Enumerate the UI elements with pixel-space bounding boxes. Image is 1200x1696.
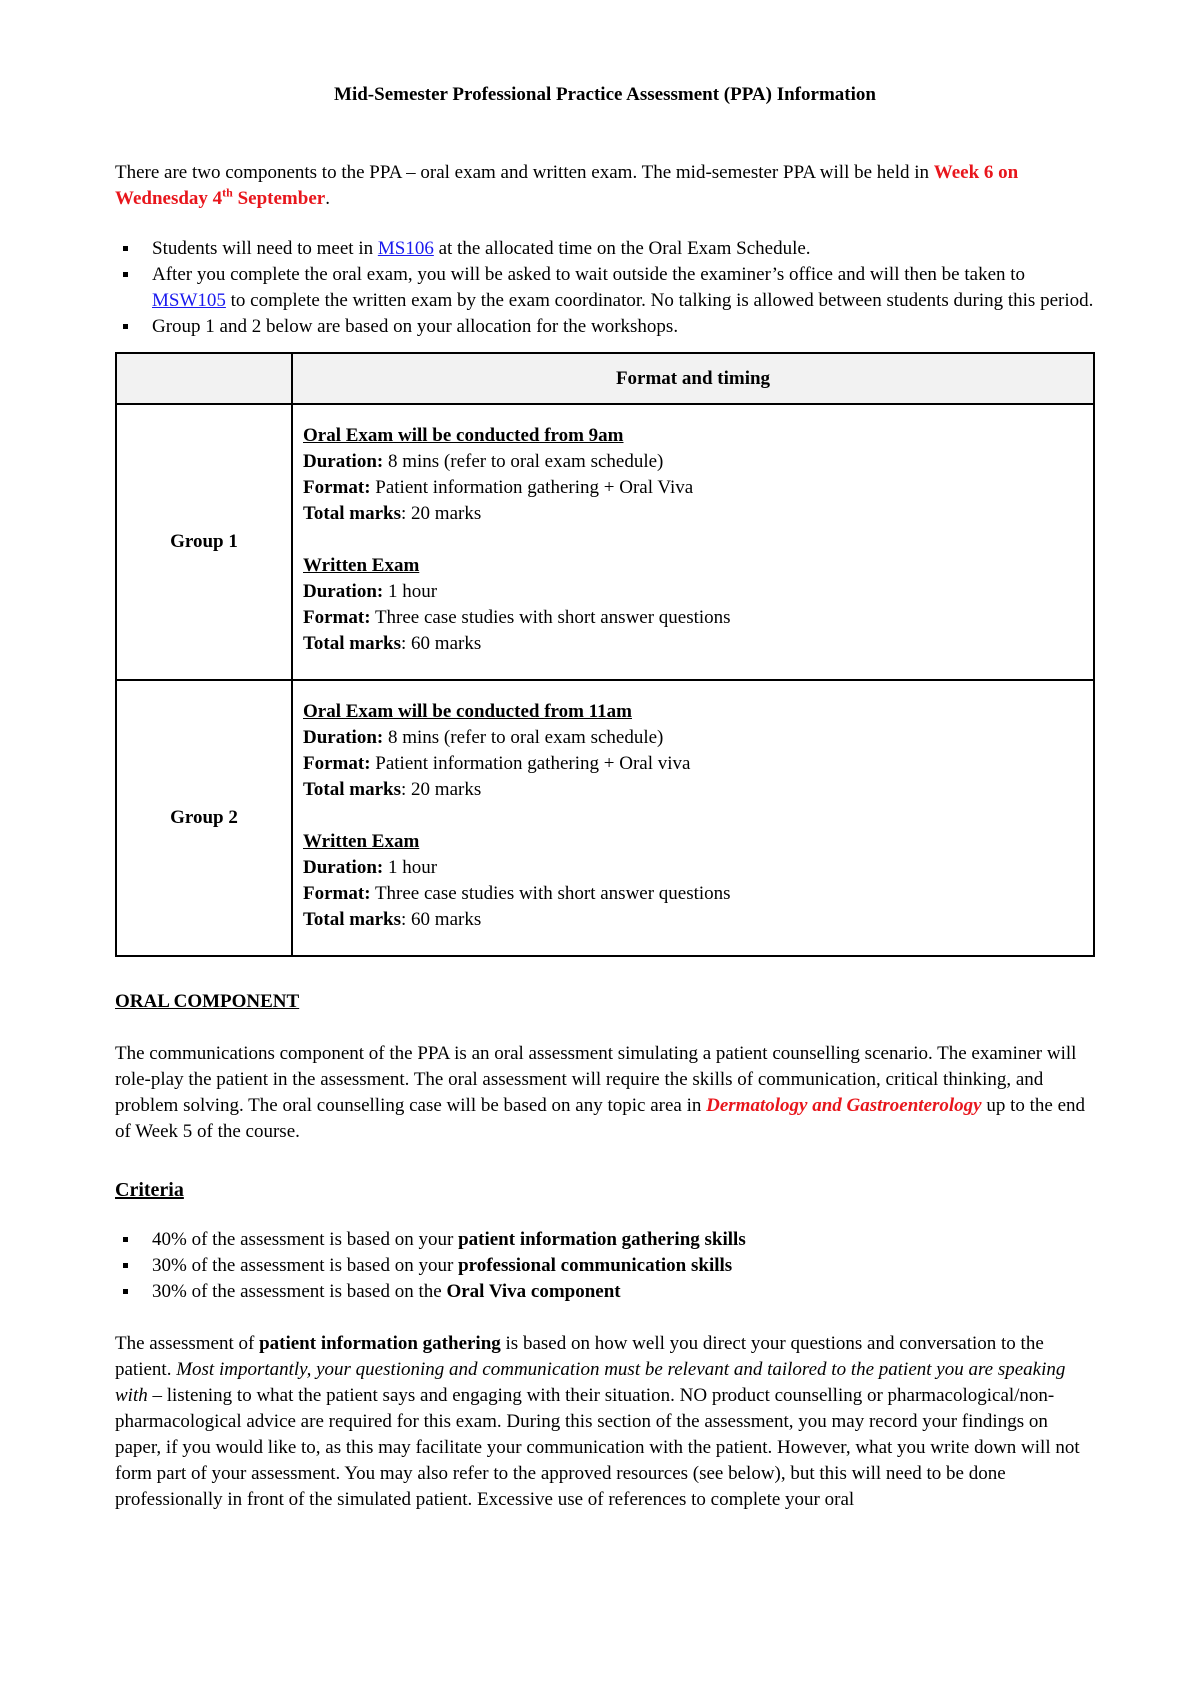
oral-marks xyxy=(303,501,1083,527)
table-row xyxy=(116,404,1094,680)
format-value: Patient information gathering + Oral Viva xyxy=(370,477,694,498)
list-item xyxy=(115,1253,1095,1279)
criteria-pre: 40% of the assessment is based on your xyxy=(152,1229,459,1250)
oral-duration xyxy=(303,449,1083,475)
room-link-ms106[interactable]: MS106 xyxy=(377,238,434,259)
duration-label: Duration: xyxy=(303,727,384,748)
bullet-2-pre: After you complete the oral exam, you will be asked to wait outside the examiner’s office and will then be taken to xyxy=(152,264,1026,285)
bullet-1-pre: Students will need to meet in xyxy=(152,238,378,259)
spacer xyxy=(303,527,1083,553)
spacer xyxy=(303,803,1083,829)
marks-value: : 60 marks xyxy=(401,909,482,930)
exam-date-part-a: Week 6 on Wednesday 4 xyxy=(115,162,1019,209)
oral-component-paragraph xyxy=(115,1041,1095,1145)
criteria-bold: professional communication skills xyxy=(458,1255,733,1276)
duration-value: 1 hour xyxy=(383,857,438,878)
duration-value: 8 mins (refer to oral exam schedule) xyxy=(383,451,664,472)
instructions-list xyxy=(115,236,1095,340)
duration-label: Duration: xyxy=(303,451,384,472)
written-marks xyxy=(303,631,1083,657)
written-format xyxy=(303,605,1083,631)
assessment-mid: is based on how well you direct your questions and conversation to the patient. xyxy=(115,1333,1044,1380)
written-duration xyxy=(303,855,1083,881)
header-format-timing: Format and timing xyxy=(292,353,1094,404)
assessment-pre: The assessment of xyxy=(115,1333,260,1354)
header-blank-cell xyxy=(116,353,292,404)
oral-format xyxy=(303,475,1083,501)
duration-value: 1 hour xyxy=(383,581,438,602)
marks-value: : 20 marks xyxy=(401,503,482,524)
duration-value: 8 mins (refer to oral exam schedule) xyxy=(383,727,664,748)
oral-format xyxy=(303,751,1083,777)
exam-date-part-b: September xyxy=(232,188,326,209)
oral-component-heading: ORAL COMPONENT xyxy=(115,991,300,1012)
criteria-bold: Oral Viva component xyxy=(446,1281,621,1302)
assessment-table xyxy=(115,352,1095,957)
criteria-heading: Criteria xyxy=(115,1179,184,1201)
group-label: Group 1 xyxy=(116,404,292,680)
oral-exam-title: Oral Exam will be conducted from 11am xyxy=(303,701,632,722)
criteria-list xyxy=(115,1227,1095,1305)
intro-text: There are two components to the PPA – oral exam and written exam. The mid-semester PPA will be held in xyxy=(115,162,934,183)
list-item xyxy=(115,1227,1095,1253)
duration-label: Duration: xyxy=(303,581,384,602)
list-item xyxy=(115,236,1095,262)
bullet-1-post: at the allocated time on the Oral Exam Schedule. xyxy=(433,238,811,259)
page-title: Mid-Semester Professional Practice Assessment (PPA) Information xyxy=(334,84,876,105)
written-duration xyxy=(303,579,1083,605)
marks-label: Total marks xyxy=(303,909,402,930)
group-details xyxy=(292,404,1094,680)
format-label: Format: xyxy=(303,753,371,774)
format-label: Format: xyxy=(303,607,371,628)
written-exam-title: Written Exam xyxy=(303,555,420,576)
criteria-bold: patient information gathering skills xyxy=(458,1229,746,1250)
marks-label: Total marks xyxy=(303,503,402,524)
oral-exam-title: Oral Exam will be conducted from 9am xyxy=(303,425,624,446)
oral-para-post: up to the end of Week 5 of the course. xyxy=(115,1095,1086,1142)
written-format xyxy=(303,881,1083,907)
format-value: Three case studies with short answer questions xyxy=(370,883,731,904)
assessment-paragraph xyxy=(115,1331,1095,1513)
duration-label: Duration: xyxy=(303,857,384,878)
oral-para-pre: The communications component of the PPA is an oral assessment simulating a patient counselling scenario. The examiner will role-play the patient in the assessment. The oral assessment will require the skills of communication, critical thinking, and problem solving. The oral counselling case will be based on any topic area in xyxy=(115,1043,1077,1116)
list-item: Group 1 and 2 below are based on your allocation for the workshops. xyxy=(115,314,1095,340)
list-item xyxy=(115,1279,1095,1305)
group-details xyxy=(292,680,1094,956)
intro-paragraph xyxy=(115,160,1095,212)
list-item xyxy=(115,262,1095,314)
format-value: Three case studies with short answer questions xyxy=(370,607,731,628)
written-marks xyxy=(303,907,1083,933)
table-row xyxy=(116,680,1094,956)
topic-area-highlight: Dermatology and Gastroenterology xyxy=(706,1095,982,1116)
intro-end: . xyxy=(325,188,330,209)
room-link-msw105[interactable]: MSW105 xyxy=(152,290,226,311)
table-header-row xyxy=(116,353,1094,404)
oral-duration xyxy=(303,725,1083,751)
format-value: Patient information gathering + Oral viva xyxy=(370,753,691,774)
exam-date-sup: th xyxy=(222,185,233,200)
oral-marks xyxy=(303,777,1083,803)
marks-value: : 20 marks xyxy=(401,779,482,800)
bullet-2-post: to complete the written exam by the exam coordinator. No talking is allowed between students during this period. xyxy=(225,290,1094,311)
written-exam-title: Written Exam xyxy=(303,831,420,852)
assessment-italic: Most importantly, your questioning and communication must be relevant and tailored to the patient you are speaking with xyxy=(115,1359,1066,1406)
format-label: Format: xyxy=(303,883,371,904)
assessment-post: – listening to what the patient says and engaging with their situation. NO product counselling or pharmacological/non-pharmacological advice are required for this exam. During this section of the assessment, you may record your findings on paper, if you would like to, as this may facilitate your communication with the patient. However, what you write down will not form part of your assessment. You may also refer to the approved resources (see below), but this will need to be done professionally in front of the simulated patient. Excessive use of references to complete your oral xyxy=(115,1385,1080,1510)
marks-label: Total marks xyxy=(303,633,402,654)
format-label: Format: xyxy=(303,477,371,498)
marks-label: Total marks xyxy=(303,779,402,800)
criteria-pre: 30% of the assessment is based on your xyxy=(152,1255,459,1276)
group-label: Group 2 xyxy=(116,680,292,956)
assessment-bold: patient information gathering xyxy=(259,1333,501,1354)
criteria-pre: 30% of the assessment is based on the xyxy=(152,1281,447,1302)
document-page xyxy=(115,82,1095,1513)
marks-value: : 60 marks xyxy=(401,633,482,654)
